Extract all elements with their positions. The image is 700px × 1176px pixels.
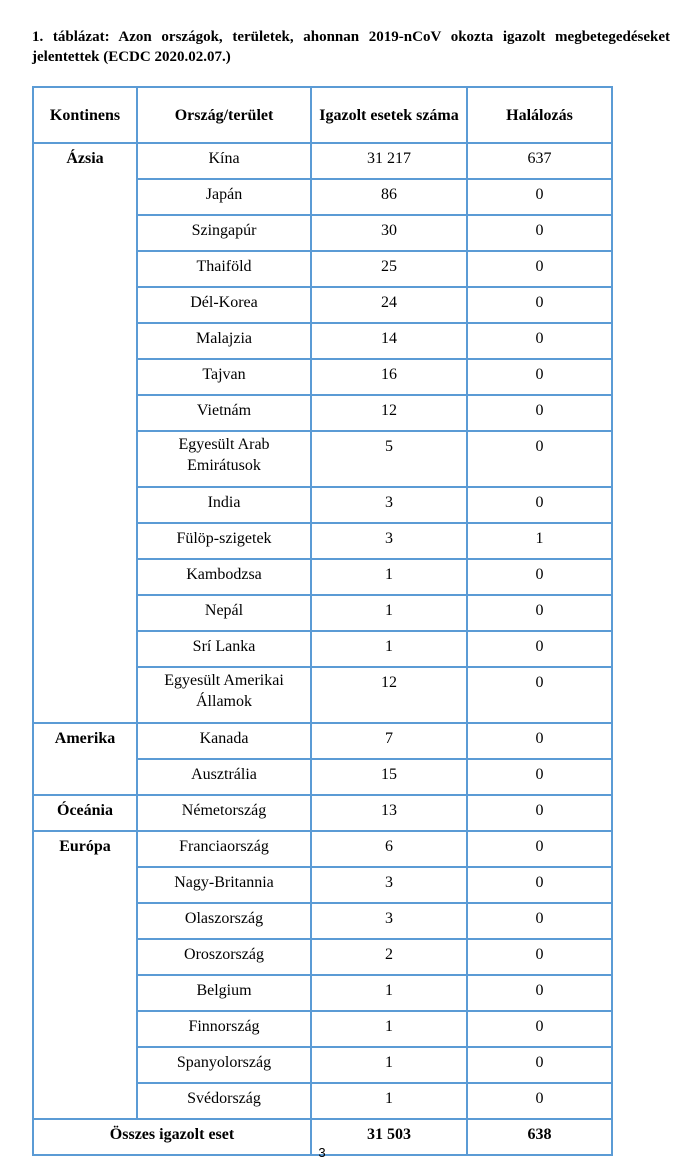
country-cell: Oroszország <box>137 939 311 975</box>
deaths-cell: 0 <box>467 795 612 831</box>
cases-cell: 25 <box>311 251 467 287</box>
deaths-cell: 0 <box>467 867 612 903</box>
deaths-cell: 0 <box>467 1083 612 1119</box>
country-cell: Nepál <box>137 595 311 631</box>
country-cell: Vietnám <box>137 395 311 431</box>
continent-cell: Óceánia <box>33 795 137 831</box>
deaths-cell: 0 <box>467 431 612 487</box>
cases-cell: 30 <box>311 215 467 251</box>
header-country: Ország/terület <box>137 87 311 143</box>
cases-cell: 16 <box>311 359 467 395</box>
deaths-cell: 0 <box>467 631 612 667</box>
page-number: 3 <box>318 1145 326 1160</box>
country-cell: Németország <box>137 795 311 831</box>
country-cell: Szingapúr <box>137 215 311 251</box>
country-cell: Belgium <box>137 975 311 1011</box>
table-header-row <box>33 87 612 143</box>
cases-cell: 5 <box>311 431 467 487</box>
cases-cell: 24 <box>311 287 467 323</box>
country-cell: Malajzia <box>137 323 311 359</box>
continent-cell: Amerika <box>33 723 137 795</box>
country-cell: Kína <box>137 143 311 179</box>
header-cases: Igazolt esetek száma <box>311 87 467 143</box>
cases-cell: 12 <box>311 395 467 431</box>
deaths-cell: 0 <box>467 667 612 723</box>
country-cell: Japán <box>137 179 311 215</box>
deaths-cell: 0 <box>467 559 612 595</box>
cases-cell: 1 <box>311 559 467 595</box>
deaths-cell: 0 <box>467 903 612 939</box>
continent-cell: Európa <box>33 831 137 1119</box>
cases-cell: 1 <box>311 1083 467 1119</box>
cases-cell: 3 <box>311 487 467 523</box>
deaths-cell: 0 <box>467 939 612 975</box>
deaths-cell: 0 <box>467 1011 612 1047</box>
deaths-cell: 0 <box>467 723 612 759</box>
total-deaths: 638 <box>467 1119 612 1155</box>
country-cell: Fülöp-szigetek <box>137 523 311 559</box>
deaths-cell: 0 <box>467 595 612 631</box>
cases-cell: 2 <box>311 939 467 975</box>
deaths-cell: 0 <box>467 395 612 431</box>
table-row <box>33 143 612 179</box>
country-cell: India <box>137 487 311 523</box>
cases-cell: 13 <box>311 795 467 831</box>
deaths-cell: 0 <box>467 759 612 795</box>
deaths-cell: 0 <box>467 251 612 287</box>
country-cell: Svédország <box>137 1083 311 1119</box>
deaths-cell: 0 <box>467 975 612 1011</box>
header-deaths: Halálozás <box>467 87 612 143</box>
cases-cell: 1 <box>311 1047 467 1083</box>
cases-cell: 6 <box>311 831 467 867</box>
cases-cell: 3 <box>311 867 467 903</box>
cases-cell: 1 <box>311 595 467 631</box>
cases-cell: 7 <box>311 723 467 759</box>
cases-cell: 1 <box>311 975 467 1011</box>
header-continent: Kontinens <box>33 87 137 143</box>
country-cell: Dél-Korea <box>137 287 311 323</box>
table-body <box>33 143 612 1119</box>
cases-table <box>32 86 613 1156</box>
deaths-cell: 0 <box>467 215 612 251</box>
country-cell: Finnország <box>137 1011 311 1047</box>
country-cell: Egyesült Arab Emirátusok <box>137 431 311 487</box>
cases-cell: 15 <box>311 759 467 795</box>
deaths-cell: 0 <box>467 359 612 395</box>
total-label: Összes igazolt eset <box>33 1119 311 1155</box>
country-cell: Ausztrália <box>137 759 311 795</box>
deaths-cell: 0 <box>467 179 612 215</box>
deaths-cell: 0 <box>467 1047 612 1083</box>
table-caption: 1. táblázat: Azon országok, területek, ahonnan 2019-nCoV okozta igazolt megbetegedéseket jelentettek (ECDC 2020.02.07.) <box>32 29 670 65</box>
cases-cell: 31 217 <box>311 143 467 179</box>
country-cell: Thaiföld <box>137 251 311 287</box>
country-cell: Spanyolország <box>137 1047 311 1083</box>
deaths-cell: 637 <box>467 143 612 179</box>
country-cell: Nagy-Britannia <box>137 867 311 903</box>
deaths-cell: 0 <box>467 831 612 867</box>
cases-cell: 3 <box>311 523 467 559</box>
table-row <box>33 795 612 831</box>
country-cell: Egyesült Amerikai Államok <box>137 667 311 723</box>
continent-cell: Ázsia <box>33 143 137 723</box>
cases-cell: 1 <box>311 631 467 667</box>
deaths-cell: 1 <box>467 523 612 559</box>
deaths-cell: 0 <box>467 287 612 323</box>
table-row <box>33 831 612 867</box>
country-cell: Tajvan <box>137 359 311 395</box>
deaths-cell: 0 <box>467 487 612 523</box>
country-cell: Kanada <box>137 723 311 759</box>
total-cases: 31 503 <box>311 1119 467 1155</box>
country-cell: Srí Lanka <box>137 631 311 667</box>
table-row <box>33 723 612 759</box>
cases-cell: 12 <box>311 667 467 723</box>
cases-cell: 14 <box>311 323 467 359</box>
country-cell: Kambodzsa <box>137 559 311 595</box>
cases-cell: 3 <box>311 903 467 939</box>
cases-cell: 86 <box>311 179 467 215</box>
deaths-cell: 0 <box>467 323 612 359</box>
cases-cell: 1 <box>311 1011 467 1047</box>
country-cell: Franciaország <box>137 831 311 867</box>
country-cell: Olaszország <box>137 903 311 939</box>
